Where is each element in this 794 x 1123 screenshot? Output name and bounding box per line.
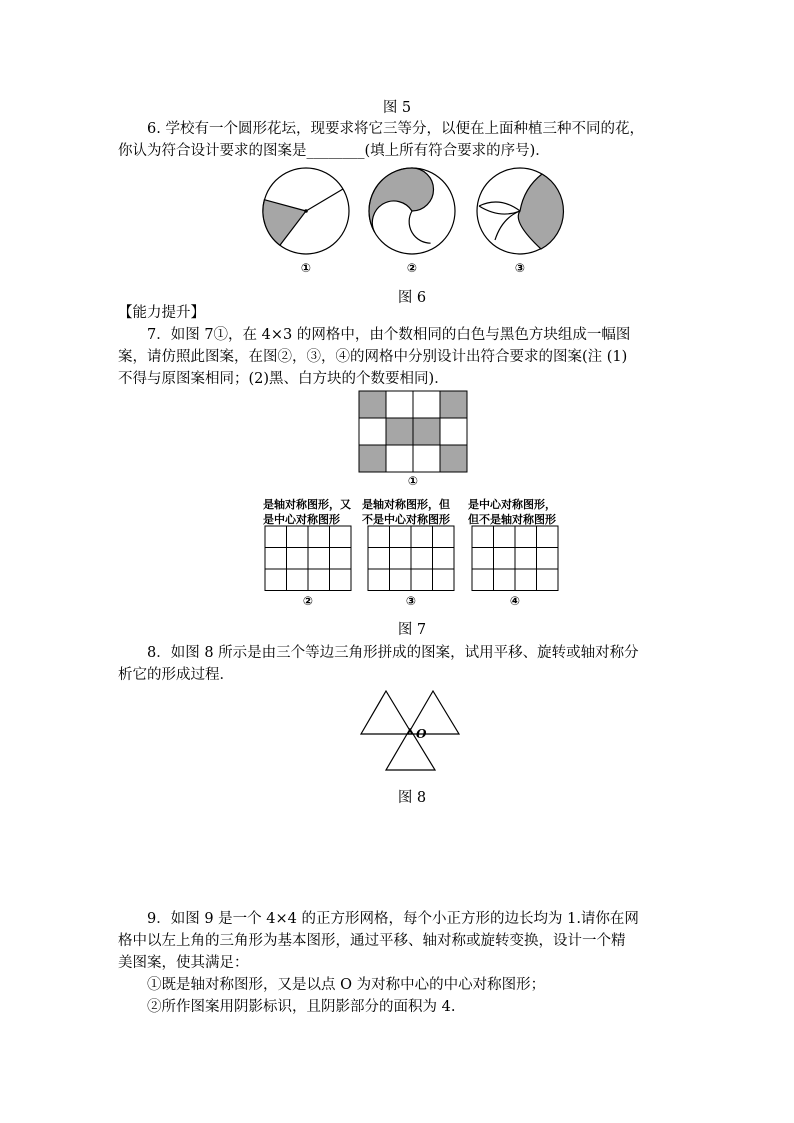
q9-condition-2: ②所作图案用阴影标识，且阴影部分的面积为 4. (147, 999, 456, 1015)
q7-line-3: 不得与原图案相同；(2)黑、白方块的个数要相同)． (118, 371, 449, 387)
q9-line-1: 9．如图 9 是一个 4×4 的正方形网格，每个小正方形的边长均为 1.请你在网 (147, 911, 639, 927)
grid-2-label: ② (302, 594, 314, 608)
triangle-bottom (386, 729, 435, 770)
point-o-label: O (416, 727, 427, 741)
grid-4-label: ④ (509, 594, 521, 608)
grid-4-desc-line-1: 是中心对称图形， (468, 498, 556, 511)
q7-line-1: 7．如图 7①，在 4×3 的网格中，由个数相同的白色与黑色方块组成一幅图 (147, 327, 631, 343)
grid-3-label: ③ (405, 594, 417, 608)
grid-3-desc-line-2: 不是中心对称图形 (362, 513, 450, 526)
q9-line-3: 美图案，使其满足： (118, 955, 249, 971)
triangle-left (361, 691, 412, 734)
q8-line-1: 8．如图 8 所示是由三个等边三角形拼成的图案，试用平移、旋转或轴对称分 (147, 645, 639, 661)
q9-line-2: 格中以左上角的三角形为基本图形，通过平移、轴对称或旋转变换，设计一个精 (118, 933, 626, 949)
grid-2-desc-line-2: 是中心对称图形 (263, 513, 340, 526)
circle-1-label: ① (300, 261, 312, 275)
circle-2-label: ② (406, 261, 418, 275)
grid-1-label: ① (407, 474, 419, 488)
figure-6-caption: 图 6 (397, 290, 427, 306)
grid-4-desc-line-2: 但不是轴对称图形 (468, 513, 556, 526)
figure-5-caption: 图 5 (382, 100, 412, 116)
figure-7-caption: 图 7 (397, 622, 427, 638)
q7-line-2: 案，请仿照此图案，在图②，③，④的网格中分别设计出符合要求的图案(注 (1) (118, 349, 628, 365)
grid-3-desc-line-1: 是轴对称图形，但 (362, 498, 450, 511)
q8-line-2: 析它的形成过程． (118, 667, 234, 683)
q9-condition-1: ①既是轴对称图形，又是以点 O 为对称中心的中心对称图形； (147, 977, 546, 993)
q6-line-1: 6. 学校有一个圆形花坛，现要求将它三等分，以便在上面种植三种不同的花， (147, 121, 644, 137)
q6-line-2: 你认为符合设计要求的图案是________(填上所有符合要求的序号)． (118, 143, 550, 159)
circle-3-label: ③ (514, 261, 526, 275)
grid-2-desc-line-1: 是轴对称图形，又 (263, 498, 351, 511)
figure-8-caption: 图 8 (397, 790, 427, 806)
section-heading: 【能力提升】 (118, 305, 205, 321)
